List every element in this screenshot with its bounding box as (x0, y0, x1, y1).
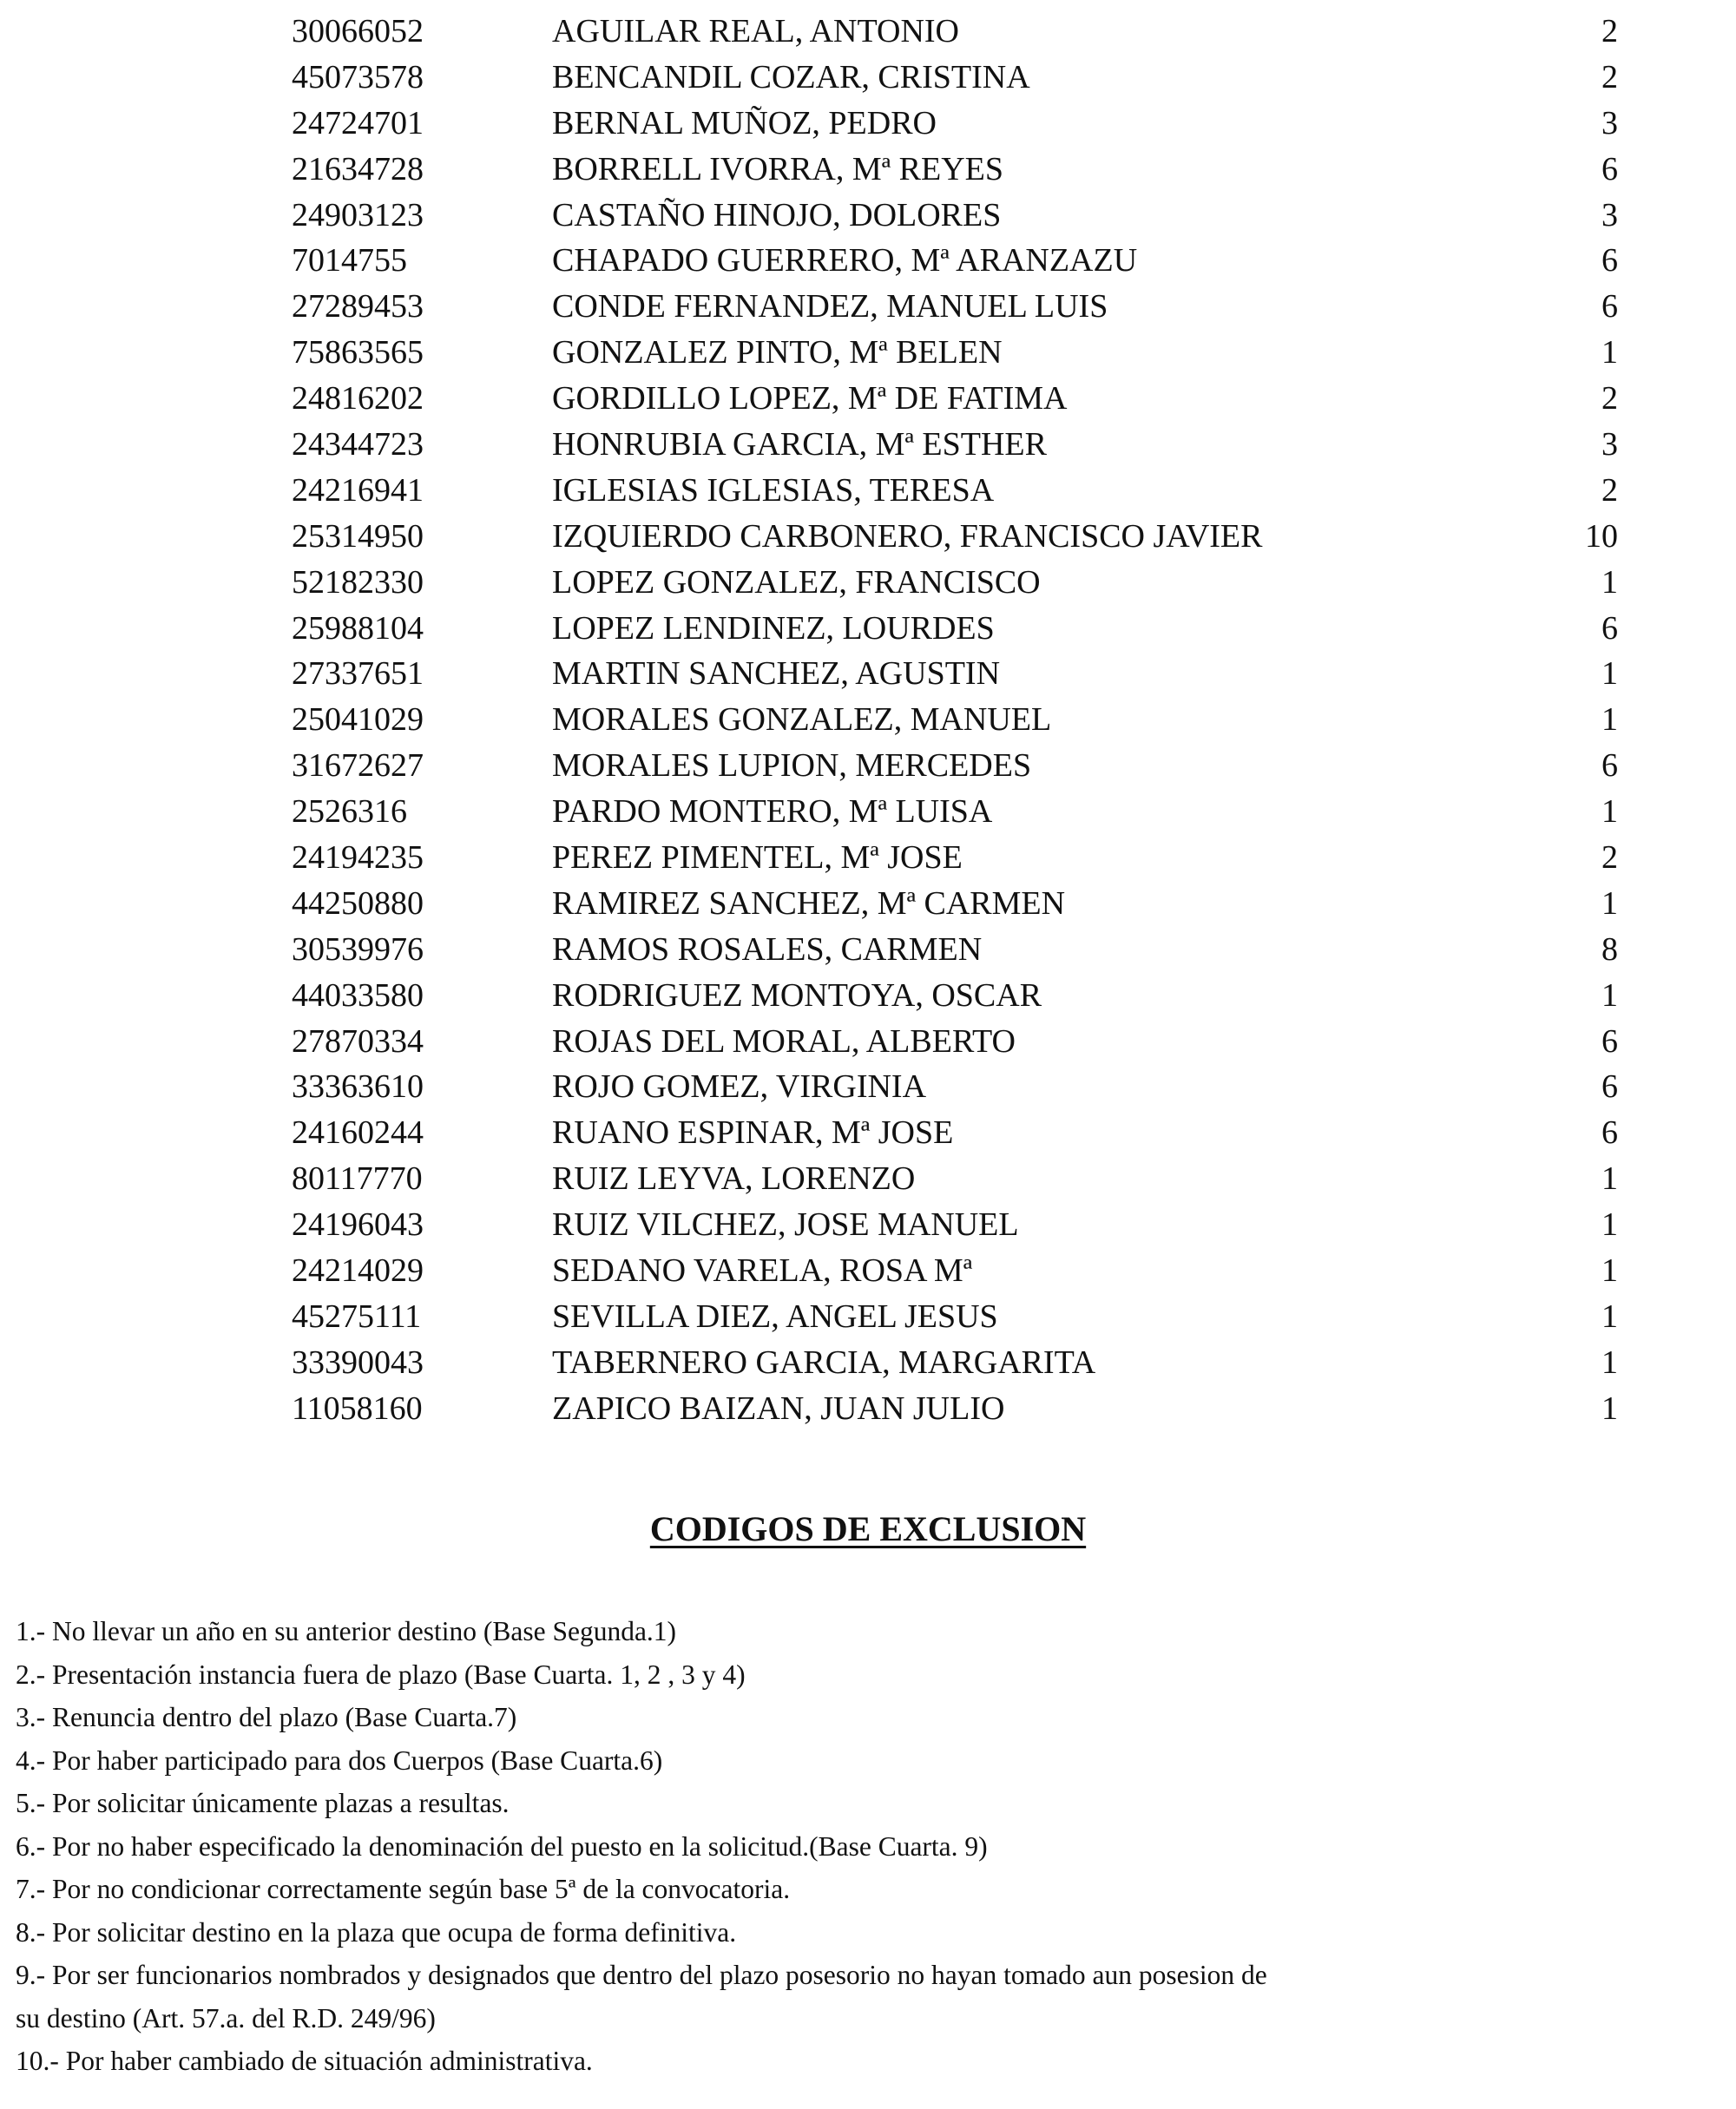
table-row (0, 1110, 1736, 1156)
name-cell: ZAPICO BAIZAN, JUAN JULIO (552, 1390, 1005, 1427)
exclusion-code-cell: 6 (1601, 1114, 1618, 1152)
exclusion-code-cell: 3 (1601, 104, 1618, 141)
exclusion-code-cell: 8 (1601, 930, 1618, 968)
exclusion-code-cell: 1 (1601, 563, 1618, 601)
name-cell: LOPEZ GONZALEZ, FRANCISCO (552, 563, 1041, 601)
table-row (0, 1156, 1736, 1202)
table-row (0, 1064, 1736, 1110)
exclusion-code-item: 9.- Por ser funcionarios nombrados y designados que dentro del plazo posesorio no hayan tomado aun posesion de (16, 1960, 1267, 1990)
excluded-list (0, 9, 1736, 1432)
exclusion-code-cell: 6 (1601, 1022, 1618, 1060)
name-cell: GONZALEZ PINTO, Mª BELEN (552, 334, 1003, 371)
dni-cell: 33390043 (292, 1344, 424, 1381)
dni-cell: 25041029 (292, 701, 424, 739)
table-row (0, 743, 1736, 789)
name-cell: PEREZ PIMENTEL, Mª JOSE (552, 839, 963, 877)
dni-cell: 24160244 (292, 1114, 424, 1152)
exclusion-code-cell: 1 (1601, 1206, 1618, 1244)
dni-cell: 25314950 (292, 517, 424, 555)
table-row (0, 1248, 1736, 1294)
dni-cell: 33363610 (292, 1068, 424, 1106)
codes-heading (0, 1508, 1736, 1549)
dni-cell: 24903123 (292, 196, 424, 233)
exclusion-code-cell: 3 (1601, 426, 1618, 463)
codes-heading-text: CODIGOS DE EXCLUSION (649, 1509, 1087, 1548)
table-row (0, 651, 1736, 697)
dni-cell: 24214029 (292, 1252, 424, 1290)
table-row (0, 238, 1736, 284)
exclusion-code-item: su destino (Art. 57.a. del R.D. 249/96) (16, 2002, 436, 2033)
dni-cell: 44033580 (292, 976, 424, 1014)
exclusion-code-cell: 3 (1601, 196, 1618, 233)
name-cell: RAMOS ROSALES, CARMEN (552, 930, 983, 968)
exclusion-code-cell: 1 (1601, 701, 1618, 739)
table-row (0, 147, 1736, 193)
exclusion-code-item: 6.- Por no haber especificado la denominación del puesto en la solicitud.(Base Cuarta. 9) (16, 1830, 988, 1862)
dni-cell: 27289453 (292, 288, 424, 325)
name-cell: BORRELL IVORRA, Mª REYES (552, 150, 1003, 187)
table-row (0, 1294, 1736, 1340)
dni-cell: 45275111 (292, 1298, 422, 1335)
exclusion-code-cell: 6 (1601, 288, 1618, 325)
table-row (0, 55, 1736, 101)
exclusion-code-item: 4.- Por haber participado para dos Cuerpos (Base Cuarta.6) (16, 1744, 663, 1776)
exclusion-code-cell: 1 (1601, 1344, 1618, 1381)
table-row (0, 1202, 1736, 1248)
name-cell: IGLESIAS IGLESIAS, TERESA (552, 471, 995, 509)
name-cell: RUIZ LEYVA, LORENZO (552, 1160, 916, 1198)
name-cell: LOPEZ LENDINEZ, LOURDES (552, 609, 995, 647)
dni-cell: 24194235 (292, 839, 424, 877)
name-cell: BERNAL MUÑOZ, PEDRO (552, 104, 937, 141)
dni-cell: 30066052 (292, 13, 424, 49)
dni-cell: 75863565 (292, 334, 424, 371)
dni-cell: 2526316 (292, 793, 407, 831)
table-row (0, 881, 1736, 927)
dni-cell: 24816202 (292, 380, 424, 417)
exclusion-code-cell: 2 (1601, 471, 1618, 509)
table-row (0, 1019, 1736, 1065)
name-cell: GORDILLO LOPEZ, Mª DE FATIMA (552, 380, 1068, 417)
exclusion-code-cell: 1 (1601, 884, 1618, 922)
name-cell: AGUILAR REAL, ANTONIO (552, 13, 959, 49)
exclusion-code-cell: 2 (1601, 13, 1618, 49)
table-row (0, 284, 1736, 330)
name-cell: ROJO GOMEZ, VIRGINIA (552, 1068, 927, 1106)
dni-cell: 24344723 (292, 426, 424, 463)
exclusion-code-cell: 6 (1601, 150, 1618, 187)
name-cell: RAMIREZ SANCHEZ, Mª CARMEN (552, 884, 1066, 922)
name-cell: RUANO ESPINAR, Mª JOSE (552, 1114, 954, 1152)
table-row (0, 468, 1736, 514)
table-row (0, 927, 1736, 973)
table-row (0, 376, 1736, 422)
exclusion-code-cell: 1 (1601, 976, 1618, 1014)
table-row (0, 1386, 1736, 1432)
exclusion-code-cell: 1 (1601, 1298, 1618, 1335)
dni-cell: 80117770 (292, 1160, 423, 1198)
name-cell: IZQUIERDO CARBONERO, FRANCISCO JAVIER (552, 517, 1263, 555)
exclusion-code-cell: 1 (1601, 1390, 1618, 1427)
exclusion-code-cell: 1 (1601, 793, 1618, 831)
table-row (0, 973, 1736, 1019)
dni-cell: 7014755 (292, 242, 407, 279)
name-cell: RUIZ VILCHEZ, JOSE MANUEL (552, 1206, 1019, 1244)
dni-cell: 30539976 (292, 930, 424, 968)
name-cell: TABERNERO GARCIA, MARGARITA (552, 1344, 1096, 1381)
name-cell: RODRIGUEZ MONTOYA, OSCAR (552, 976, 1042, 1014)
exclusion-code-cell: 1 (1601, 1252, 1618, 1290)
dni-cell: 27870334 (292, 1022, 424, 1060)
table-row (0, 606, 1736, 652)
exclusion-code-cell: 1 (1601, 1160, 1618, 1198)
exclusion-code-cell: 10 (1585, 517, 1618, 555)
dni-cell: 21634728 (292, 150, 424, 187)
name-cell: MARTIN SANCHEZ, AGUSTIN (552, 655, 1001, 693)
name-cell: CASTAÑO HINOJO, DOLORES (552, 196, 1002, 233)
table-row (0, 560, 1736, 606)
exclusion-code-item: 8.- Por solicitar destino en la plaza que ocupa de forma definitiva. (16, 1916, 737, 1948)
exclusion-code-item: 5.- Por solicitar únicamente plazas a resultas. (16, 1788, 510, 1818)
dni-cell: 45073578 (292, 58, 424, 95)
name-cell: PARDO MONTERO, Mª LUISA (552, 793, 993, 831)
dni-cell: 44250880 (292, 884, 424, 922)
table-row (0, 9, 1736, 55)
table-row (0, 330, 1736, 376)
dni-cell: 24196043 (292, 1206, 424, 1244)
table-row (0, 193, 1736, 239)
name-cell: MORALES LUPION, MERCEDES (552, 747, 1032, 785)
exclusion-code-cell: 1 (1601, 655, 1618, 693)
exclusion-code-cell: 2 (1601, 58, 1618, 95)
exclusion-codes-list (16, 1610, 1717, 2083)
name-cell: MORALES GONZALEZ, MANUEL (552, 701, 1052, 739)
dni-cell: 24724701 (292, 104, 424, 141)
name-cell: CONDE FERNANDEZ, MANUEL LUIS (552, 288, 1108, 325)
name-cell: SEVILLA DIEZ, ANGEL JESUS (552, 1298, 998, 1335)
table-row (0, 422, 1736, 468)
exclusion-code-cell: 2 (1601, 380, 1618, 417)
dni-cell: 27337651 (292, 655, 424, 693)
dni-cell: 52182330 (292, 563, 424, 601)
exclusion-code-item: 7.- Por no condicionar correctamente según base 5ª de la convocatoria. (16, 1874, 791, 1904)
exclusion-code-cell: 6 (1601, 747, 1618, 785)
table-row (0, 1340, 1736, 1386)
dni-cell: 31672627 (292, 747, 424, 785)
dni-cell: 24216941 (292, 471, 424, 509)
table-row (0, 697, 1736, 743)
table-row (0, 514, 1736, 560)
exclusion-code-cell: 6 (1601, 609, 1618, 647)
name-cell: HONRUBIA GARCIA, Mª ESTHER (552, 426, 1047, 463)
name-cell: BENCANDIL COZAR, CRISTINA (552, 58, 1030, 95)
table-row (0, 835, 1736, 881)
dni-cell: 25988104 (292, 609, 424, 647)
table-row (0, 101, 1736, 147)
name-cell: CHAPADO GUERRERO, Mª ARANZAZU (552, 242, 1138, 279)
exclusion-code-cell: 1 (1601, 334, 1618, 371)
exclusion-code-item: 10.- Por haber cambiado de situación administrativa. (16, 2046, 593, 2076)
exclusion-code-item: 3.- Renuncia dentro del plazo (Base Cuarta.7) (16, 1702, 517, 1732)
name-cell: SEDANO VARELA, ROSA Mª (552, 1252, 973, 1290)
table-row (0, 789, 1736, 835)
exclusion-code-item: 2.- Presentación instancia fuera de plazo (Base Cuarta. 1, 2 , 3 y 4) (16, 1659, 746, 1690)
exclusion-code-cell: 6 (1601, 1068, 1618, 1106)
exclusion-code-cell: 6 (1601, 242, 1618, 279)
dni-cell: 11058160 (292, 1390, 423, 1427)
exclusion-code-item: 1.- No llevar un año en su anterior destino (Base Segunda.1) (16, 1616, 677, 1646)
exclusion-code-cell: 2 (1601, 839, 1618, 877)
name-cell: ROJAS DEL MORAL, ALBERTO (552, 1022, 1016, 1060)
